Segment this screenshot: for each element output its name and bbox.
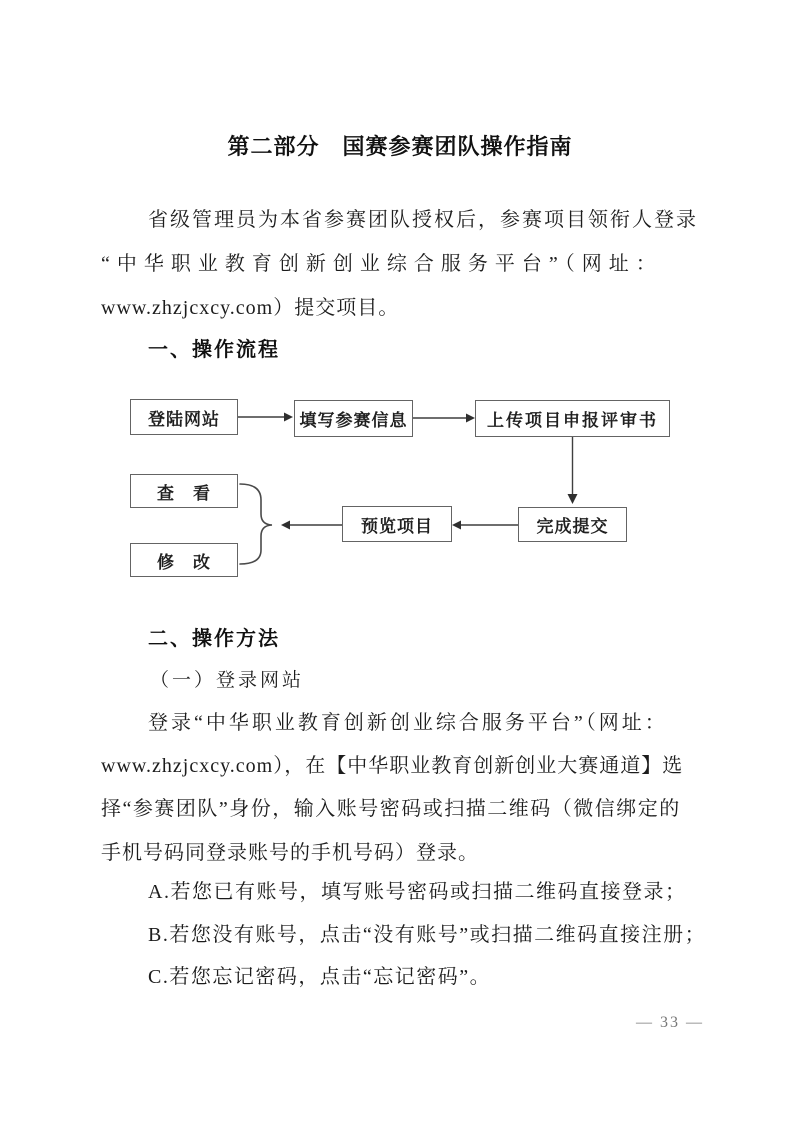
flow-box-upload: 上传项目申报评审书 — [475, 400, 670, 437]
arrowhead-down-icon — [568, 494, 578, 504]
arrowhead-left-icon — [281, 521, 290, 530]
flowchart — [0, 390, 800, 590]
intro-line-2: “中华职业教育创新创业综合服务平台”（网址： — [101, 253, 663, 275]
flow-box-modify: 修 改 — [130, 543, 238, 577]
method-line-4: 手机号码同登录账号的手机号码）登录。 — [101, 842, 479, 864]
flow-box-submit: 完成提交 — [518, 507, 627, 542]
page-number: — 33 — — [636, 1014, 704, 1031]
flow-box-login: 登陆网站 — [130, 399, 238, 435]
method-line-3: 择“参赛团队”身份，输入账号密码或扫描二维码（微信绑定的 — [101, 798, 681, 820]
list-item-b: B.若您没有账号，点击“没有账号”或扫描二维码直接注册； — [148, 924, 707, 946]
flow-box-view: 查 看 — [130, 474, 238, 508]
arrowhead-right-icon — [466, 414, 475, 423]
intro-line-1: 省级管理员为本省参赛团队授权后，参赛项目领衔人登录 — [148, 209, 698, 231]
arrowhead-right-icon — [284, 413, 293, 422]
section1-heading: 一、操作流程 — [148, 339, 280, 361]
brace-icon — [240, 484, 272, 564]
page-title: 第二部分 国赛参赛团队操作指南 — [227, 134, 573, 159]
arrowhead-left-icon — [452, 521, 461, 530]
section2-heading: 二、操作方法 — [148, 628, 280, 650]
intro-line-3: www.zhzjcxcy.com）提交项目。 — [101, 297, 400, 319]
flow-box-preview: 预览项目 — [342, 506, 452, 542]
list-item-a: A.若您已有账号，填写账号密码或扫描二维码直接登录； — [148, 881, 687, 903]
method-line-1: 登录“中华职业教育创新创业综合服务平台”（网址： — [148, 712, 668, 734]
flow-box-fill-info: 填写参赛信息 — [294, 400, 413, 437]
method-line-2: www.zhzjcxcy.com），在【中华职业教育创新创业大赛通道】选 — [101, 755, 684, 777]
list-item-c: C.若您忘记密码，点击“忘记密码”。 — [148, 966, 492, 988]
section2-subheading: （一）登录网站 — [150, 670, 305, 691]
